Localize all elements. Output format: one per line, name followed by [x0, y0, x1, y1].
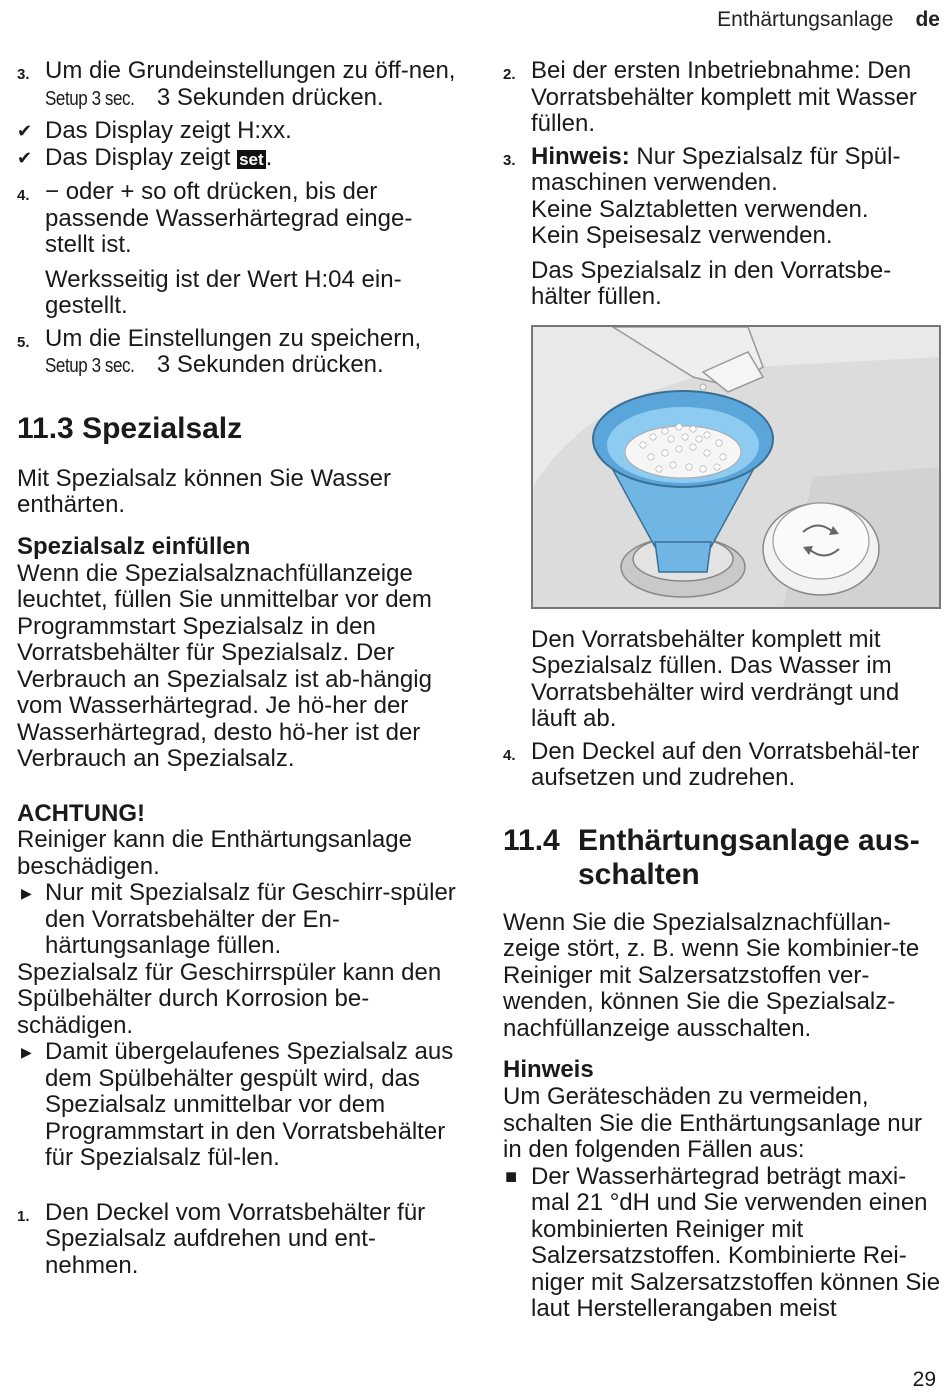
page-number: 29: [912, 1368, 936, 1391]
checkmark-icon: ✔: [17, 147, 33, 168]
running-header: [717, 8, 940, 32]
triangle-bullet-icon: ▶: [21, 1044, 32, 1060]
hint-heading: Hinweis: [503, 1056, 594, 1083]
step-4-left: [17, 179, 457, 259]
square-bullet-icon: ■: [505, 1165, 518, 1188]
warning-title: ACHTUNG!: [17, 799, 145, 827]
subheading-fill: Spezialsalz einfüllen: [17, 532, 251, 560]
step-note: Das Spezialsalz in den Vorratsbe-hälter füllen.: [531, 256, 892, 310]
bullet-text: Damit übergelaufenes Spezialsalz aus dem Spülbehälter gespült wird, das Spezialsalz unmittelbar vor dem Programmstart in den Vorratsbehälter für Spezialsalz fül-len.: [45, 1038, 454, 1171]
step-text-post: 3 Sekunden drücken.: [156, 351, 384, 378]
step-text: Den Deckel auf den Vorratsbehäl-ter aufsetzen und zudrehen.: [531, 737, 920, 791]
checkmark-icon: ✔: [17, 121, 33, 141]
step-text: Bei der ersten Inbetriebnahme: Den Vorratsbehälter komplett mit Wasser füllen.: [531, 57, 917, 137]
right-column: [503, 58, 941, 1323]
intro-paragraph: Mit Spezialsalz können Sie Wasser enthärten.: [17, 464, 391, 518]
step-number: 2.: [503, 66, 516, 83]
step-number: 3.: [503, 151, 516, 169]
step-5-left: [17, 326, 457, 380]
check-item: [17, 118, 457, 145]
header-section: Enthärtungsanlage: [717, 8, 894, 31]
step-4-right: [503, 739, 941, 792]
section-paragraph: Wenn Sie die Spezialsalznachfüllan-zeige stört, z. B. wenn Sie kombinier-te Reiniger mit Salzersatzstoffen ver-wenden, können Sie die Spezialsalz-nachfüllanzeige ausschalten.: [503, 908, 920, 1042]
check-text: Das Display zeigt H:xx.: [45, 117, 292, 144]
section-heading-11-4: [503, 824, 941, 892]
step-3-left: [17, 58, 457, 112]
hint-text: Um Geräteschäden zu vermeiden, schalten Sie die Enthärtungsanlage nur in den folgenden Fällen aus:: [503, 1083, 922, 1163]
bullet-item: [17, 880, 457, 960]
step-2-right: [503, 58, 941, 138]
step-text-post: 3 Sekunden drücken.: [156, 83, 384, 111]
fill-paragraph: Wenn die Spezialsalznachfüllanzeige leuchtet, füllen Sie unmittelbar vor dem Programmstart Spezialsalz in den Vorratsbehälter für Spezialsalz. Der Verbrauch an Spezialsalz ist ab-hängig vom Wasserhärtegrad. Je hö-her der Wasserhärtegrad, desto hö-her ist der Verbrauch an Spezialsalz.: [17, 559, 432, 772]
section-title: Enthärtungsanlage aus-schalten: [578, 823, 920, 891]
step-text-or: oder: [65, 178, 114, 205]
bullet-text: Der Wasserhärtegrad beträgt maxi-mal 21 °dH und Sie verwenden einen kombinierten Reiniger mit Salzersatzstoffen. Kombinierte Rei-niger mit Salzersatzstoffen können Sie laut Herstellerangaben meist: [531, 1162, 941, 1322]
header-lang: de: [915, 8, 940, 31]
figure-caption: Den Vorratsbehälter komplett mit Spezialsalz füllen. Das Wasser im Vorratsbehälter wird verdrängt und läuft ab.: [531, 625, 900, 732]
setup-button-label: Setup 3 sec.: [45, 87, 135, 110]
check-text: Das Display zeigt: [45, 143, 231, 171]
step-text: Um die Grundeinstellungen zu öff-nen,: [45, 57, 456, 84]
section-number: 11.4: [503, 823, 560, 857]
step-text: Den Deckel vom Vorratsbehälter für Spezialsalz aufdrehen und ent-nehmen.: [45, 1198, 426, 1279]
step-text: Um die Einstellungen zu speichern,: [45, 324, 422, 352]
salt-funnel-image: [533, 327, 939, 607]
step-1-left: [17, 1200, 457, 1280]
step-number: 1.: [17, 1207, 30, 1225]
setup-button-label: Setup 3 sec.: [45, 355, 135, 377]
minus-button-symbol: −: [45, 178, 60, 205]
check-item: [17, 145, 457, 174]
step-note: Werksseitig ist der Wert H:04 ein-gestellt.: [45, 265, 402, 319]
step-text: Keine Salztabletten verwenden.: [531, 195, 869, 223]
left-column: [17, 58, 457, 1279]
warning-text-1: Reiniger kann die Enthärtungsanlage beschädigen.: [17, 826, 412, 880]
section-heading-11-3: 11.3 Spezialsalz: [17, 411, 243, 445]
bullet-item: [17, 1039, 457, 1172]
step-number: 4.: [17, 187, 30, 204]
step-text: Nur Spezialsalz für Spül-maschinen verwenden.: [531, 142, 901, 196]
triangle-bullet-icon: ▶: [21, 885, 32, 901]
plus-button-symbol: +: [120, 178, 135, 205]
step-text: Kein Speisesalz verwenden.: [531, 222, 833, 249]
square-bullet-item: [503, 1164, 941, 1323]
warning-text-2: Spezialsalz für Geschirrspüler kann den Spülbehälter durch Korrosion be-schädigen.: [17, 958, 442, 1039]
bullet-text: Nur mit Spezialsalz für Geschirr-spüler den Vorratsbehälter der En-härtungsanlage füllen.: [45, 879, 456, 959]
step-number: 3.: [17, 66, 30, 83]
hint-label: Hinweis:: [531, 142, 630, 170]
display-set-symbol: set: [239, 149, 264, 169]
step-number: 5.: [17, 333, 30, 351]
step-number: 4.: [503, 746, 516, 764]
step-text: so oft drücken, bis der passende Wasserhärtegrad einge-stellt ist.: [45, 178, 413, 258]
salt-filling-illustration: [531, 325, 941, 609]
step-3-right: [503, 144, 941, 250]
period: .: [265, 143, 273, 171]
